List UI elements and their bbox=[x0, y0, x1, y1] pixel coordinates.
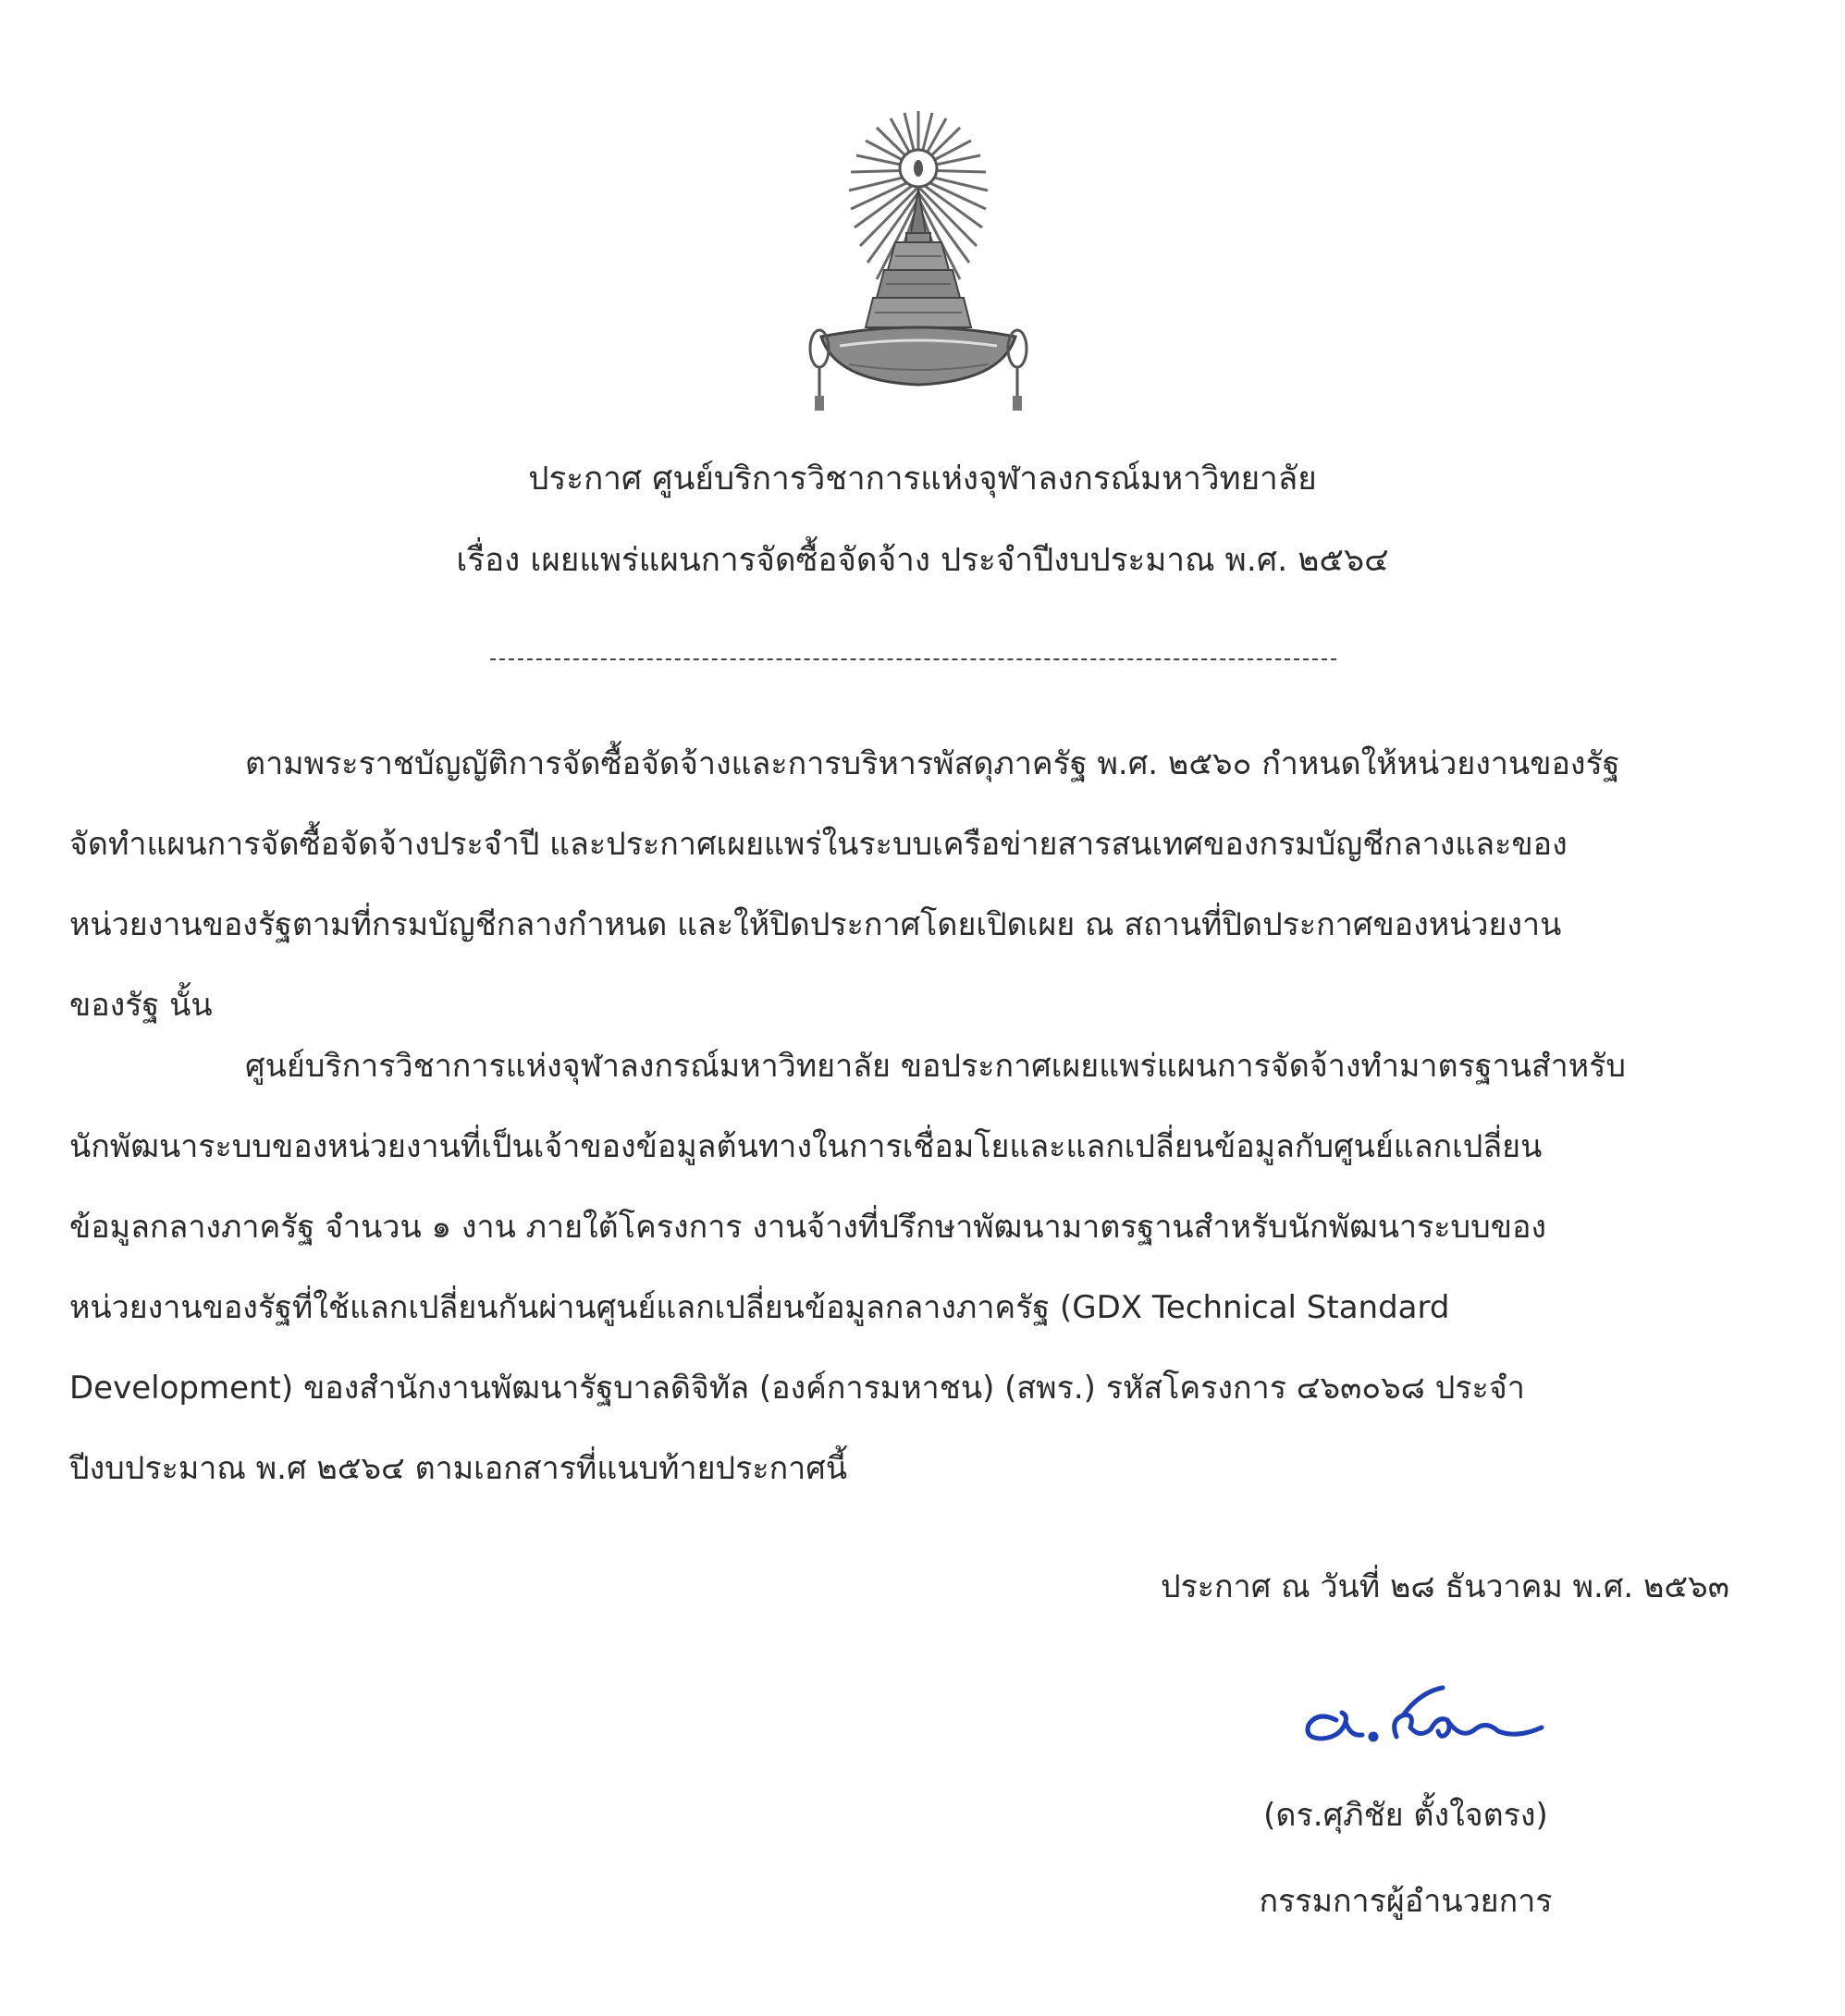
body-paragraph-1 bbox=[69, 724, 1771, 1046]
announcement-subject: เรื่อง เผยแพร่แผนการจัดซื้อจัดจ้าง ประจำปีงบประมาณ พ.ศ. ๒๕๖๔ bbox=[456, 542, 1389, 579]
paragraph-line: จัดทำแผนการจัดซื้อจัดจ้างประจำปี และประกาศเผยแพร่ในระบบเครือข่ายสารสนเทศของกรมบัญชีกลางและของ bbox=[69, 826, 1568, 863]
signer-name: (ดร.ศุภิชัย ตั้งใจตรง) bbox=[1263, 1797, 1548, 1834]
paragraph-line: ตามพระราชบัญญัติการจัดซื้อจัดจ้างและการบริหารพัสดุภาครัฐ พ.ศ. ๒๕๖๐ กำหนดให้หน่วยงานของรัฐ bbox=[245, 745, 1620, 782]
paragraph-line: หน่วยงานของรัฐตามที่กรมบัญชีกลางกำหนด และให้ปิดประกาศโดยเปิดเผย ณ สถานที่ปิดประกาศของหน่วยงาน bbox=[69, 906, 1562, 943]
announcement-date: ประกาศ ณ วันที่ ๒๘ ธันวาคม พ.ศ. ๒๕๖๓ bbox=[1160, 1568, 1729, 1605]
chulalongkorn-emblem-icon bbox=[803, 104, 1034, 418]
paragraph-line: นักพัฒนาระบบของหน่วยงานที่เป็นเจ้าของข้อมูลต้นทางในการเชื่อมโยและแลกเปลี่ยนข้อมูลกับศูนย์แลกเปลี่ยน bbox=[69, 1128, 1543, 1165]
handwritten-signature-icon bbox=[1281, 1665, 1558, 1766]
section-divider bbox=[490, 658, 1336, 660]
paragraph-line: หน่วยงานของรัฐที่ใช้แลกเปลี่ยนกันผ่านศูนย์แลกเปลี่ยนข้อมูลกลางภาครัฐ (GDX Technical Standard bbox=[69, 1289, 1450, 1326]
paragraph-line: Development) ของสำนักงานพัฒนารัฐบาลดิจิทัล (องค์การมหาชน) (สพร.) รหัสโครงการ ๔๖๓๐๖๘ ประจำ bbox=[69, 1370, 1525, 1407]
paragraph-line: ปีงบประมาณ พ.ศ ๒๕๖๔ ตามเอกสารที่แนบท้ายประกาศนี้ bbox=[69, 1450, 848, 1487]
body-paragraph-2 bbox=[69, 1026, 1771, 1509]
signer-title: กรรมการผู้อำนวยการ bbox=[1259, 1883, 1553, 1920]
paragraph-line: ข้อมูลกลางภาครัฐ จำนวน ๑ งาน ภายใต้โครงการ งานจ้างที่ปรึกษาพัฒนามาตรฐานสำหรับนักพัฒนาระบบของ bbox=[69, 1209, 1546, 1246]
announcement-title: ประกาศ ศูนย์บริการวิชาการแห่งจุฬาลงกรณ์มหาวิทยาลัย bbox=[528, 461, 1317, 498]
paragraph-line: ศูนย์บริการวิชาการแห่งจุฬาลงกรณ์มหาวิทยาลัย ขอประกาศเผยแพร่แผนการจัดจ้างทำมาตรฐานสำหรับ bbox=[245, 1048, 1626, 1085]
paragraph-line: ของรัฐ นั้น bbox=[69, 987, 213, 1024]
